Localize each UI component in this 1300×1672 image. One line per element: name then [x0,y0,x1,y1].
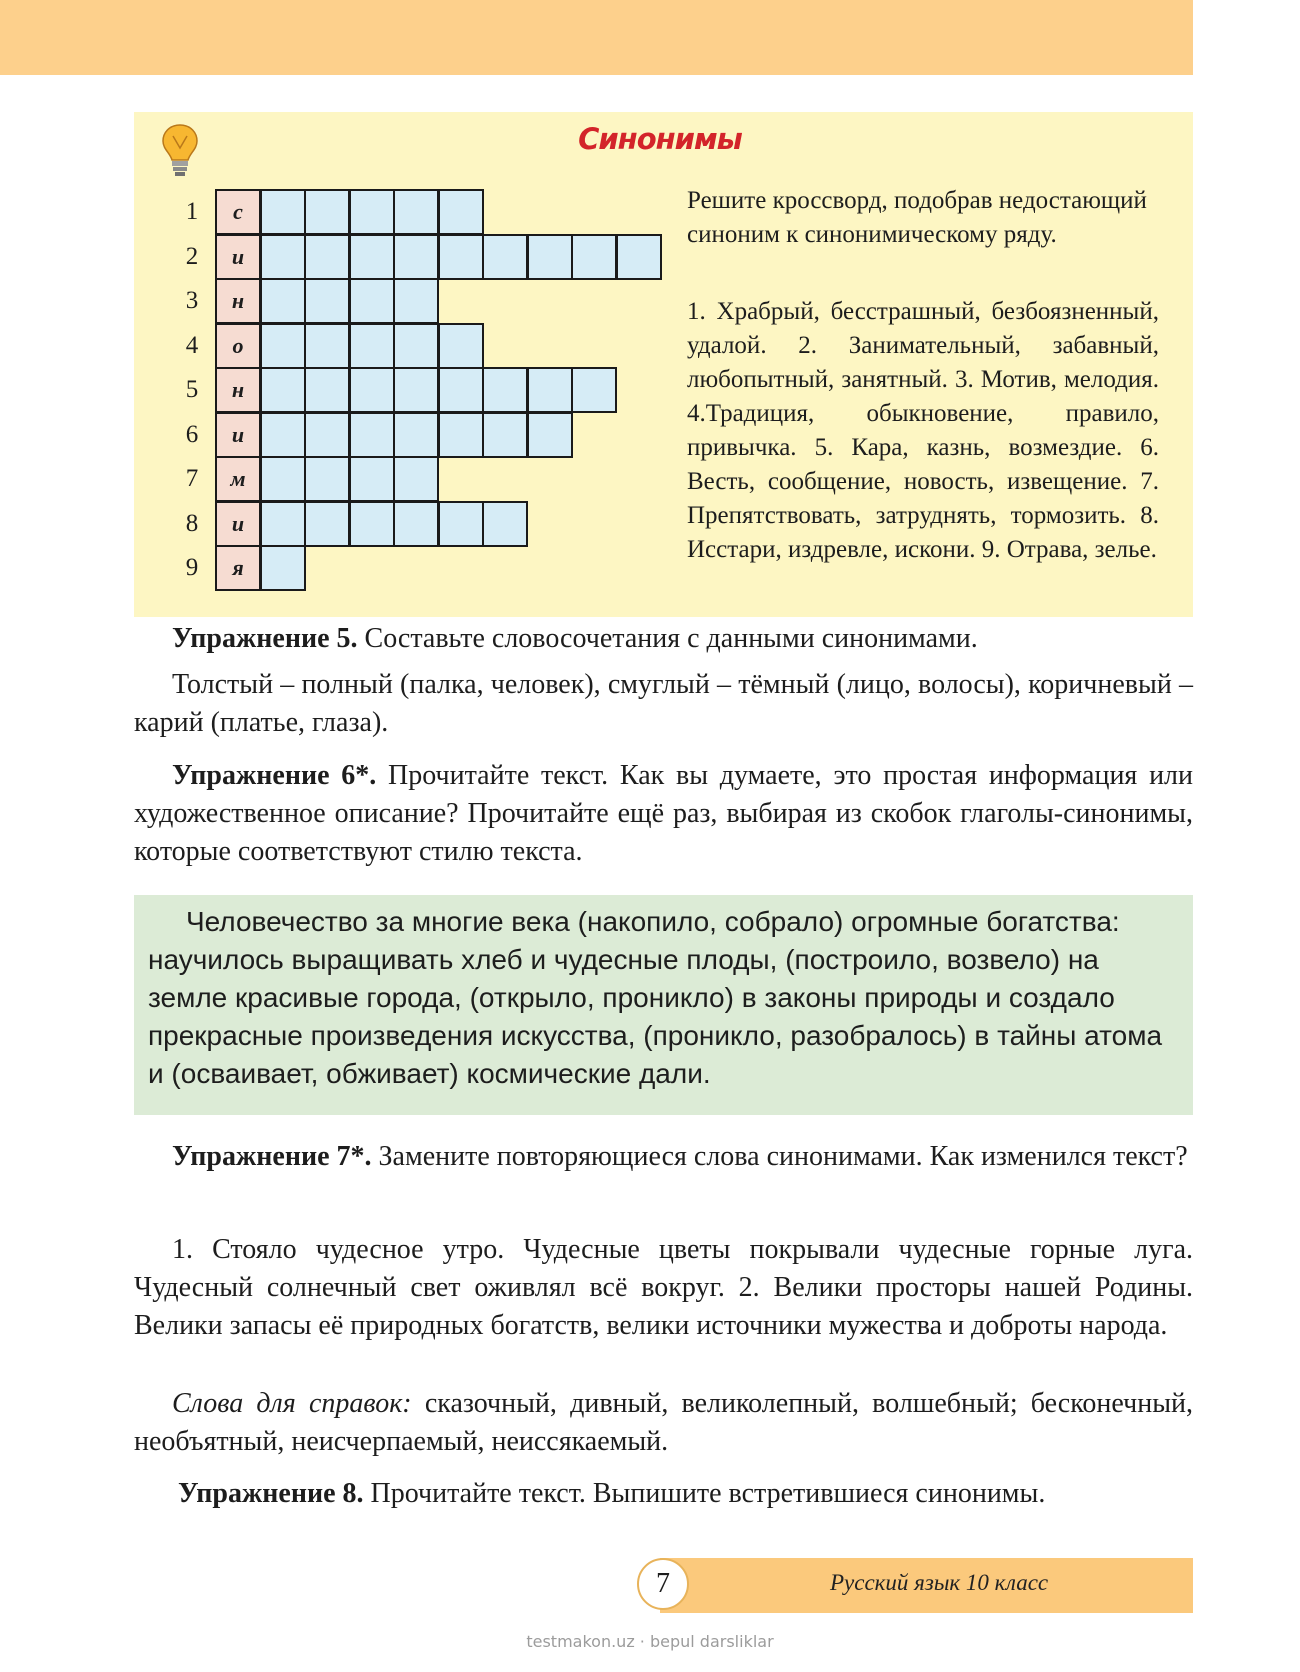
crossword-row-number: 6 [185,420,199,448]
crossword-row-number: 9 [185,554,199,581]
exercise-7-task-text: Замените повторяющиеся слова синонимами. Как изменился текст? [371,1141,1188,1172]
crossword-cell[interactable] [393,234,439,280]
lightbulb-icon [160,122,200,178]
crossword-key-letter: и [215,412,261,458]
exercise-8-task-text: Прочитайте текст. Выпишите встретившиеся синонимы. [363,1478,1046,1509]
exercise-5-label: Упражнение 5. [172,623,358,654]
crossword-cell[interactable] [438,234,484,280]
crossword-cell[interactable] [304,501,350,547]
book-title: Русский язык 10 класс [830,1570,1049,1595]
exercise-7-body: 1. Стояло чудесное утро. Чудесные цветы покрывали чудесные горные луга. Чудесный солнечный свет оживлял всё вокруг. 2. Велики просторы нашей Родины. Велики запасы её природных богатств, велики источники мужества и доброты народа. [134,1234,1193,1341]
crossword-cell[interactable] [438,189,484,235]
crossword-row-number: 5 [185,376,199,403]
crossword-cell[interactable] [260,412,306,458]
crossword-cell[interactable] [304,412,350,458]
crossword-cell[interactable] [438,501,484,547]
crossword-title: Синонимы [578,122,742,156]
crossword-key-letter: н [215,367,261,413]
exercise-5-task [134,620,1193,658]
reference-label: Слова для справок: [172,1388,412,1419]
crossword-cell[interactable] [393,278,439,324]
reference-words: сказочный, дивный, великолепный, волшебный; бесконечный, необъятный, неисчерпаемый, неиссякаемый. [134,1388,1193,1457]
crossword-row-number: 1 [185,198,199,225]
crossword-cell[interactable] [304,456,350,502]
crossword-cell[interactable] [260,501,306,547]
crossword-cell[interactable] [616,234,662,280]
exercise-6-task-text: Прочитайте текст. Как вы думаете, это простая информация или художественное описание? Прочитайте ещё раз, выбирая из скобок глаголы-синонимы, которые соответствуют стилю текста. [134,760,1194,867]
crossword-cell[interactable] [260,278,306,324]
exercise-6-box-body: Человечество за многие века (накопило, собрало) огромные богатства: научилось выращивать хлеб и чудесные плоды, (построило, возвело) на земле красивые города, (открыло, проникло) в законы природы и создало прекрасные произведения искусства, (проникло, разобралось) в тайны атома и (осваивает, обживает) космические дали. [148,906,1163,1089]
crossword-cell[interactable] [438,412,484,458]
exercise-5-body: Толстый – полный (палка, человек), смуглый – тёмный (лицо, волосы), коричневый – карий (платье, глаза). [134,669,1193,738]
header-band [0,0,1193,75]
crossword-cell[interactable] [349,456,395,502]
exercise-7-task [134,1138,1193,1176]
exercise-6-task [134,757,1193,871]
crossword-cell[interactable] [393,367,439,413]
crossword-cell[interactable] [349,501,395,547]
crossword-cell[interactable] [527,234,573,280]
crossword-instruction: Решите кроссворд, подобрав недостающий синоним к синонимическому ряду. [687,187,1147,248]
exercise-8-label: Упражнение 8. [178,1478,364,1509]
crossword-cell[interactable] [393,412,439,458]
exercise-5-task-text: Составьте словосочетания с данными синонимами. [357,623,978,654]
exercise-5-text [134,666,1193,742]
crossword-row-number: 7 [185,465,199,492]
crossword-key-letter: я [215,545,261,591]
crossword-cell[interactable] [482,234,528,280]
crossword-cell[interactable] [349,367,395,413]
exercise-6-box-text [148,903,1166,1093]
exercise-7-reference [134,1385,1193,1461]
crossword-cell[interactable] [349,189,395,235]
crossword-cell[interactable] [393,189,439,235]
crossword-key-letter: с [215,189,261,235]
crossword-cell[interactable] [260,234,306,280]
crossword-cell[interactable] [349,234,395,280]
crossword-cell[interactable] [349,412,395,458]
watermark: testmakon.uz · bepul darsliklar [526,1632,774,1651]
exercise-7-text [134,1231,1193,1345]
crossword-cell[interactable] [393,501,439,547]
crossword-cell[interactable] [393,323,439,369]
crossword-cell[interactable] [304,278,350,324]
crossword-cell[interactable] [260,367,306,413]
crossword-cell[interactable] [571,367,617,413]
crossword-cell[interactable] [527,367,573,413]
crossword-cell[interactable] [349,323,395,369]
crossword-cell[interactable] [260,189,306,235]
crossword-cell[interactable] [304,189,350,235]
crossword-key-letter: о [215,323,261,369]
crossword-cell[interactable] [260,545,306,591]
crossword-cell[interactable] [482,367,528,413]
exercise-6-label: Упражнение 6*. [172,760,377,791]
crossword-cell[interactable] [482,412,528,458]
crossword-cell[interactable] [260,456,306,502]
crossword-cell[interactable] [304,234,350,280]
crossword-row-number: 4 [185,331,199,359]
exercise-8-task [134,1475,1193,1513]
crossword-row-number: 2 [185,242,199,270]
crossword-cell[interactable] [304,323,350,369]
crossword-cell[interactable] [438,323,484,369]
crossword-key-letter: и [215,234,261,280]
crossword-cell[interactable] [482,501,528,547]
crossword-cell[interactable] [527,412,573,458]
crossword-key-letter: н [215,278,261,324]
exercise-7-label: Упражнение 7*. [172,1141,372,1172]
crossword-cell[interactable] [438,367,484,413]
crossword-cell[interactable] [393,456,439,502]
crossword-key-letter: м [215,456,261,502]
crossword-cell[interactable] [304,367,350,413]
crossword-row-number: 3 [185,287,199,314]
crossword-cell[interactable] [260,323,306,369]
crossword-clues: 1. Храбрый, бесстрашный, безбоязненный, удалой. 2. Занимательный, забавный, любопытный, занятный. 3. Мотив, мелодия. 4.Традиция, обыкновение, правило, привычка. 5. Кара, казнь, возмездие. 6. Весть, сообщение, новость, извещение. 7. Препятствовать, затруднять, тормозить. 8. Исстари, издревле, искони. 9. Отрава, зелье. [687,298,1159,563]
crossword-cell[interactable] [571,234,617,280]
crossword-cell[interactable] [349,278,395,324]
page-number: 7 [637,1558,689,1610]
crossword-key-letter: и [215,501,261,547]
crossword-row-number: 8 [185,509,199,537]
